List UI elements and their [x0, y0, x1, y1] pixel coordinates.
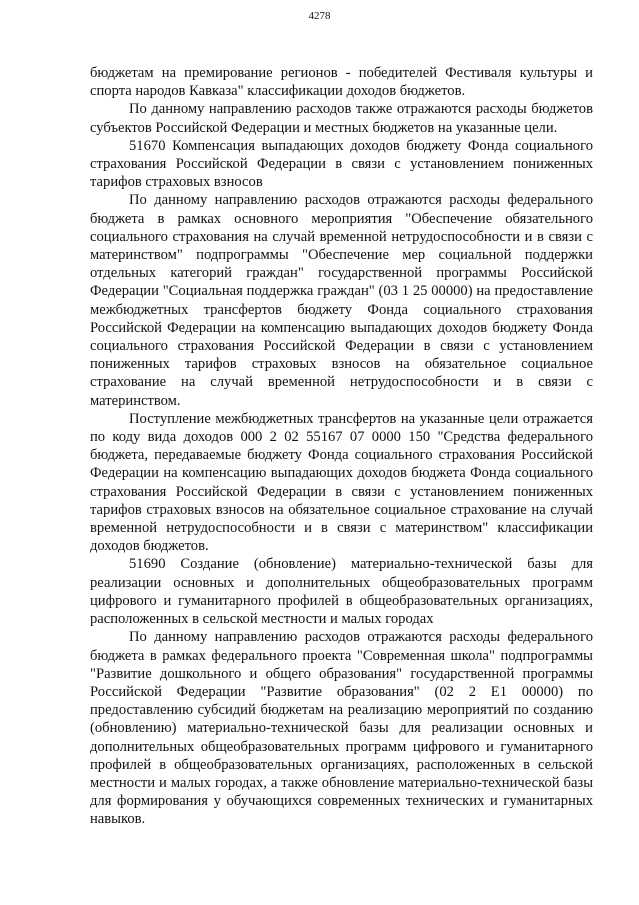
paragraph-51670-income-code: Поступление межбюджетных трансфертов на указанные цели отражается по коду вида доходов 000 2 02 55167 07 0000 150 "Средства федерального бюджета, передаваемые бюджету Фонда социального страхования Российской Федерации на компенсацию выпадающих доходов бюджета Фонда социального страхования Российской Федерации в связи с установлением пониженных тарифов страховых взносов на обязательное социальное страхование на случай временной нетрудоспособности и в связи с материнством" классификации доходов бюджетов. [90, 410, 593, 555]
page-number: 4278 [308, 10, 331, 22]
paragraph-continuation: бюджетам на премирование регионов - победителей Фестиваля культуры и спорта народов Кавказа" классификации доходов бюджетов. [90, 65, 593, 100]
paragraph-51670-description: По данному направлению расходов отражаются расходы федерального бюджета в рамках основного мероприятия "Обеспечение обязательного социального страхования на случай временной нетрудоспособности и в связи с материнством" подпрограммы "Обеспечение мер социальной поддержки отдельных категорий граждан" государственной программы Российской Федерации "Социальная поддержка граждан" (03 1 25 00000) на предоставление межбюджетных трансфертов бюджету Фонда социального страхования Российской Федерации на компенсацию выпадающих доходов бюджету Фонда социального страхования Российской Федерации в связи с установлением пониженных тарифов страховых взносов на обязательное социальное страхование на случай временной нетрудоспособности и в связи с материнством. [90, 192, 593, 409]
paragraph-51690-description: По данному направлению расходов отражаются расходы федерального бюджета в рамках федерального проекта "Современная школа" подпрограммы "Развитие дошкольного и общего образования" государственной программы Российской Федерации "Развитие образования" (02 2 E1 00000) по предоставлению субсидий бюджетам на реализацию мероприятий по созданию (обновлению) материально-технической базы для реализации основных и дополнительных общеобразовательных программ цифрового и гуманитарного профилей в общеобразовательных организациях, расположенных в сельской местности и малых городах, а также обновление материально-технической базы для формирования у обучающихся современных технических и гуманитарных навыков. [90, 629, 593, 828]
paragraph-heading-51670: 51670 Компенсация выпадающих доходов бюджету Фонда социального страхования Российской Федерации в связи с установлением пониженных тарифов страховых взносов [90, 137, 593, 191]
paragraph-regional-expenses-note: По данному направлению расходов также отражаются расходы бюджетов субъектов Российской Федерации и местных бюджетов на указанные цели. [90, 101, 593, 136]
paragraph-heading-51690: 51690 Создание (обновление) материально-технической базы для реализации основных и дополнительных общеобразовательных программ цифрового и гуманитарного профилей в общеобразовательных организациях, расположенных в сельской местности и малых городах [90, 556, 593, 628]
document-body [90, 64, 593, 829]
